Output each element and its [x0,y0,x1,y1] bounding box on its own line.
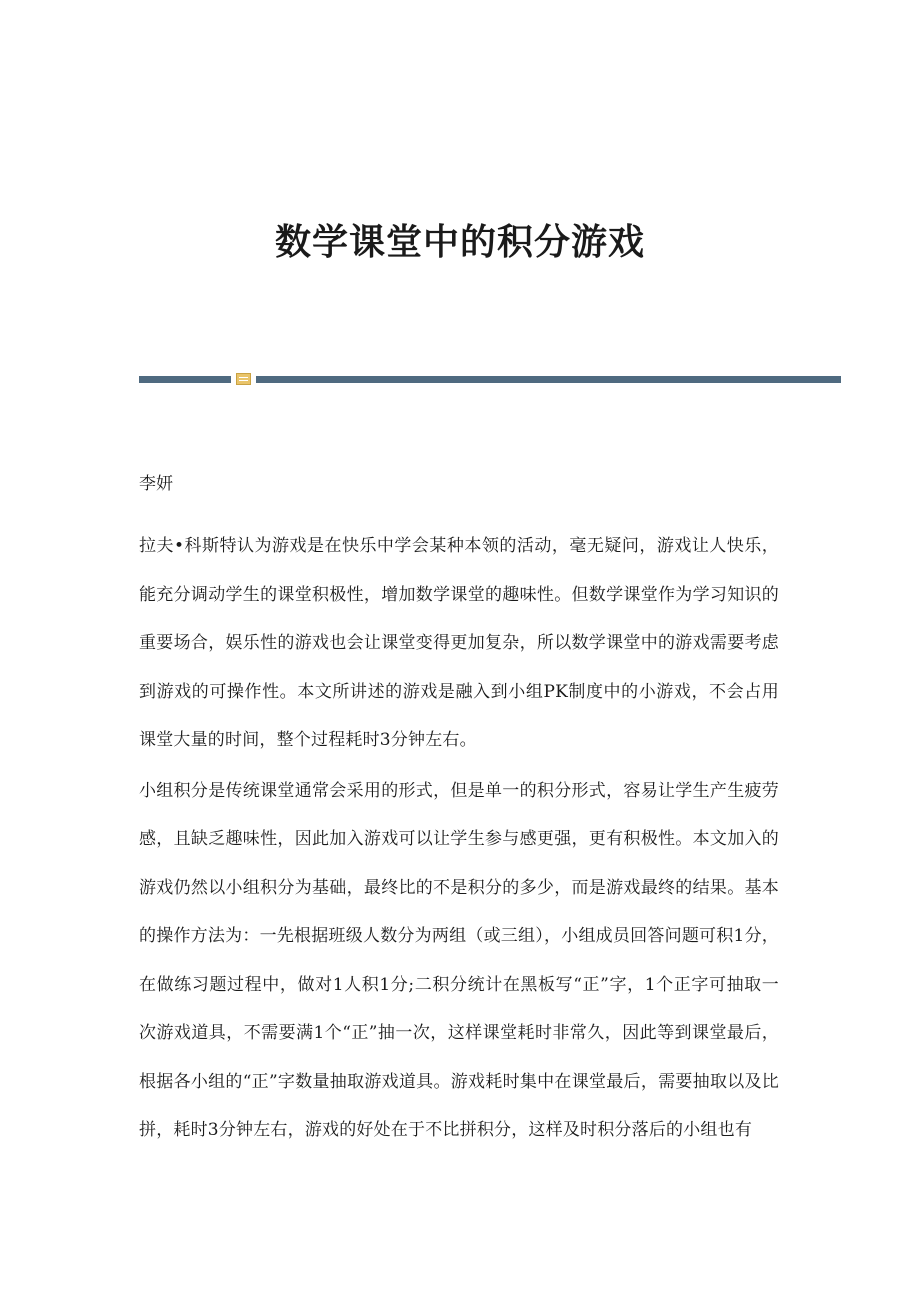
divider-bar-left [139,376,231,383]
paragraph-1: 拉夫•科斯特认为游戏是在快乐中学会某种本领的活动，毫无疑问，游戏让人快乐，能充分调动学生的课堂积极性，增加数学课堂的趣味性。但数学课堂作为学习知识的重要场合，娱乐性的游戏也会让课堂变得更加复杂，所以数学课堂中的游戏需要考虑到游戏的可操作性。本文所讲述的游戏是融入到小组PK制度中的小游戏，不会占用课堂大量的时间，整个过程耗时3分钟左右。 [139,536,779,750]
divider-bar-right [256,376,841,383]
title-divider [139,372,841,386]
divider-ornament-icon [236,373,251,385]
document-title: 数学课堂中的积分游戏 [274,221,645,263]
paragraph-2: 小组积分是传统课堂通常会采用的形式，但是单一的积分形式，容易让学生产生疲劳感，且缺乏趣味性，因此加入游戏可以让学生参与感更强，更有积极性。本文加入的游戏仍然以小组积分为基础，最终比的不是积分的多少，而是游戏最终的结果。基本的操作方法为：一先根据班级人数分为两组（或三组），小组成员回答问题可积1分，在做练习题过程中，做对1人积1分;二积分统计在黑板写“正”字，1个正字可抽取一次游戏道具，不需要满1个“正”抽一次，这样课堂耗时非常久，因此等到课堂最后，根据各小组的“正”字数量抽取游戏道具。游戏耗时集中在课堂最后，需要抽取以及比拼，耗时3分钟左右，游戏的好处在于不比拼积分，这样及时积分落后的小组也有 [139,780,779,1140]
author-name: 李妍 [139,474,173,494]
article-body [139,522,779,1157]
